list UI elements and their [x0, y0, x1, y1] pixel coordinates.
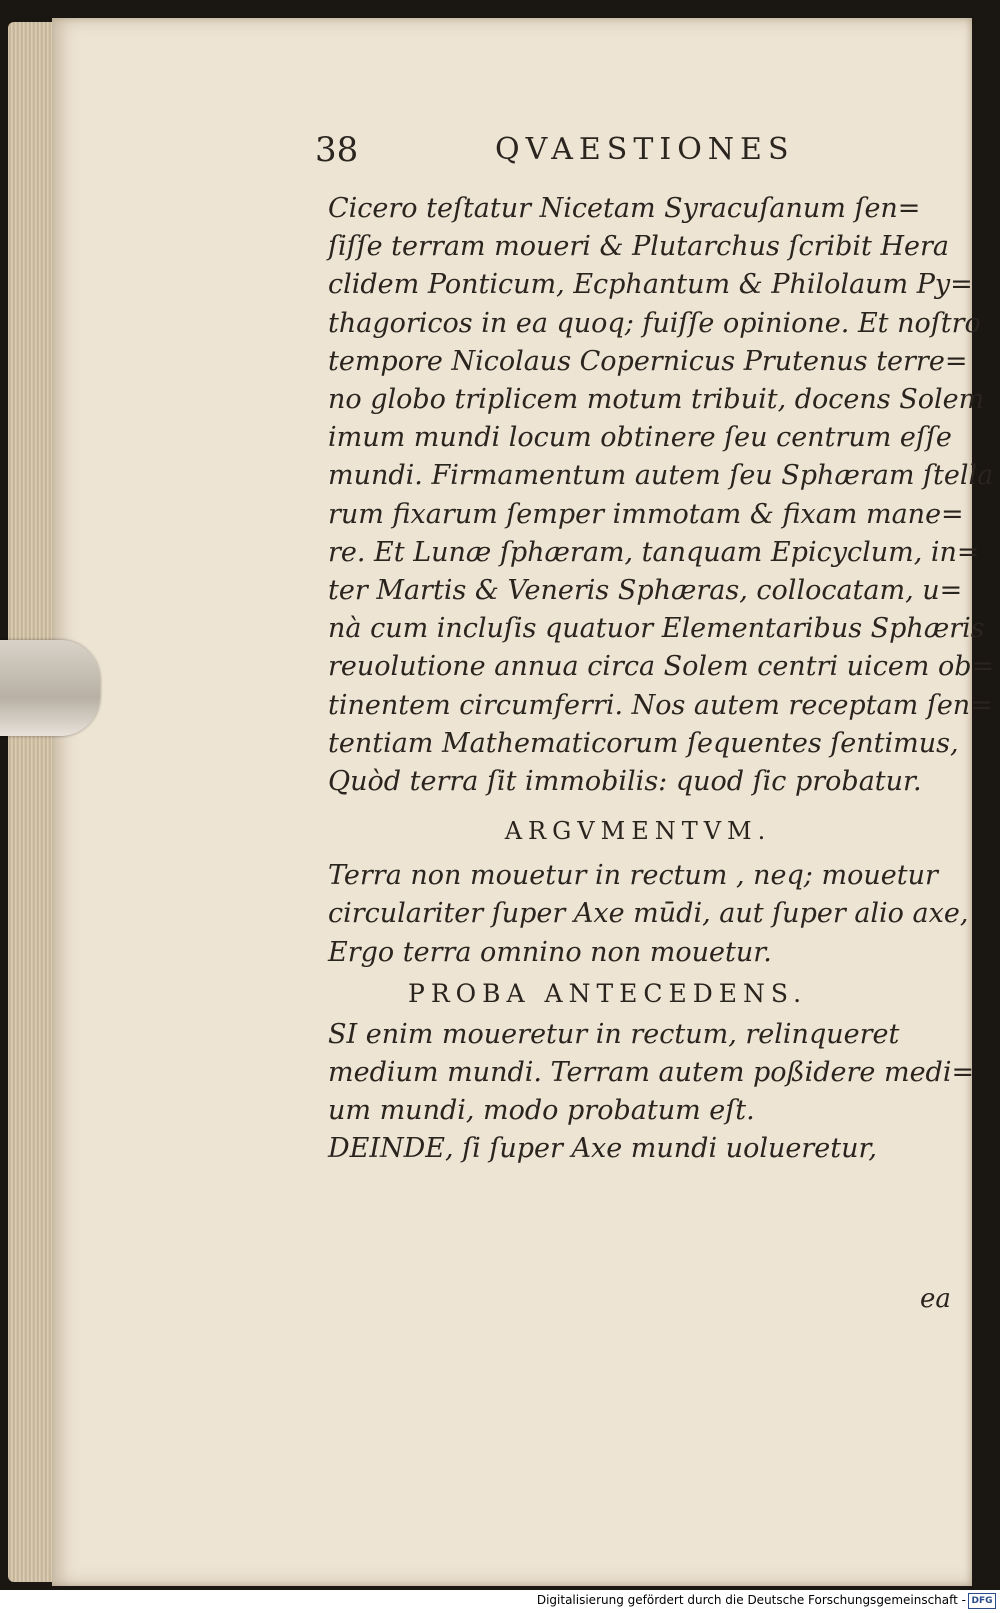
dfg-logo-icon: DFG — [968, 1593, 996, 1609]
text-line: medium mundi. Terram autem poßidere medi= — [328, 1057, 975, 1089]
text-line: re. Et Lunæ ſphæram, tanquam Epicyclum, in= — [328, 536, 980, 568]
text-line: ſiſſe terram moueri & Plutarchus ſcribit Hera — [328, 231, 949, 263]
text-line: thagoricos in ea quoq; fuiſſe opinione. Et noſtro — [328, 307, 981, 339]
text-line: Cicero teſtatur Nicetam Syracuſanum ſen= — [328, 193, 921, 224]
text-line: DEINDE, ſi ſuper Axe mundi uolueretur, — [328, 1133, 877, 1165]
footer-credit: Digitalisierung gefördert durch die Deutsche Forschungsgemeinschaft - — [536, 1593, 966, 1607]
text-line: SI enim moueretur in rectum, relinqueret — [328, 1018, 900, 1050]
text-line: imum mundi locum obtinere ſeu centrum eſſe — [328, 422, 952, 454]
text-line: reuolutione annua circa Solem centri uicem ob= — [328, 651, 995, 683]
section-heading-argumentum: ARGVMENTVM. — [504, 817, 772, 846]
text-line: tinentem circumferri. Nos autem receptam ſen= — [328, 689, 993, 721]
text-line: ter Martis & Veneris Sphæras, collocatam, u= — [328, 575, 963, 607]
paragraph-3 — [328, 1016, 975, 1131]
text-line: clidem Ponticum, Ecphantum & Philolaum Py= — [328, 269, 973, 301]
text-line: tentiam Mathematicorum ſequentes ſentimus, — [328, 727, 959, 759]
text-line: nà cum incluſis quatuor Elementaribus Sphæris — [328, 613, 985, 645]
text-line: mundi. Firmamentum autem ſeu Sphæram ſtella — [328, 460, 994, 492]
text-body — [328, 190, 995, 1169]
digitization-footer — [0, 1590, 1000, 1613]
text-line: um mundi, modo probatum eſt. — [328, 1095, 755, 1127]
text-line: rum fixarum ſemper immotam & fixam mane= — [328, 498, 964, 530]
text-line: Ergo terra omnino non mouetur. — [328, 936, 772, 968]
running-title: QVAESTIONES — [495, 132, 795, 167]
page-header — [315, 130, 955, 180]
paragraph-4 — [328, 1130, 948, 1168]
folio-number: 38 — [315, 130, 359, 170]
text-line: circulariter ſuper Axe mūdi, aut ſuper alio axe, — [328, 898, 969, 930]
section-heading-proba: PROBA ANTECEDENS. — [408, 978, 808, 1008]
paragraph-1 — [328, 190, 995, 801]
text-line: no globo triplicem motum tribuit, docens Solem — [328, 384, 985, 416]
catchword: ea — [920, 1284, 951, 1314]
paragraph-2 — [328, 857, 969, 972]
page-clip — [0, 640, 100, 736]
text-line: tempore Nicolaus Copernicus Prutenus terre= — [328, 345, 968, 377]
text-line: Quòd terra ſit immobilis: quod ſic probatur. — [328, 766, 922, 798]
text-line: Terra non mouetur in rectum , neq; mouetur — [328, 860, 938, 892]
